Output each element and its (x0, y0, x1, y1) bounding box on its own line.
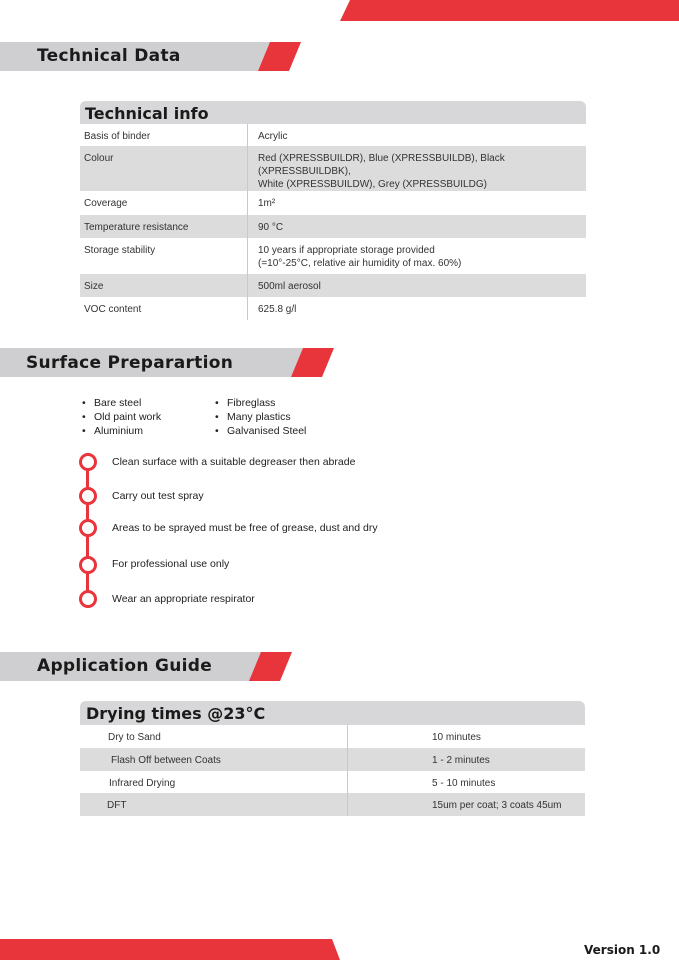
row-value-line-1: Red (XPRESSBUILDR), Blue (XPRESSBUILDB), Black (XPRESSBUILDBK), (258, 153, 505, 177)
row-value (248, 146, 587, 191)
list-item-text: Bare steel (94, 397, 142, 409)
step-text: Carry out test spray (112, 490, 204, 502)
list-item: • Fibreglass (215, 397, 276, 409)
row-label: Coverage (84, 198, 128, 209)
table-row (80, 771, 585, 793)
table-row (80, 238, 586, 274)
drying-times-title: Drying times @23°C (86, 704, 266, 723)
row-label: Storage stability (84, 245, 156, 256)
row-label: Colour (80, 146, 248, 191)
table-row (80, 146, 586, 191)
section-title-surface-preparation: Surface Preparartion (26, 353, 234, 373)
list-item-text: Fibreglass (227, 397, 276, 409)
table-row (80, 297, 586, 320)
top-accent-bar (340, 0, 679, 21)
step-text: Areas to be sprayed must be free of grease, dust and dry (112, 522, 378, 534)
list-item: • Bare steel (82, 397, 142, 409)
list-item-text: Aluminium (94, 425, 144, 437)
row-label: Infrared Drying (109, 778, 176, 789)
table-row (80, 124, 586, 146)
row-value: 500ml aerosol (248, 274, 587, 297)
timeline-circle-icon (79, 590, 97, 608)
row-value: 1m² (248, 191, 587, 215)
timeline-circle-icon (79, 453, 97, 471)
row-value: 5 - 10 minutes (348, 771, 586, 793)
list-item-text: Galvanised Steel (227, 425, 307, 437)
row-value-line-1: 10 years if appropriate storage provided (258, 245, 435, 256)
row-value: 10 minutes (348, 725, 586, 748)
row-label: Temperature resistance (80, 215, 248, 238)
section-title-application-guide: Application Guide (37, 656, 213, 676)
row-label: Flash Off between Coats (80, 748, 348, 771)
row-value: Acrylic (248, 124, 587, 146)
section-title-technical-data: Technical Data (37, 46, 181, 66)
row-value: 15um per coat; 3 coats 45um (348, 793, 586, 816)
row-value: 625.8 g/l (248, 297, 587, 320)
row-label: Size (80, 274, 248, 297)
surface-list-left (82, 396, 161, 438)
list-item: • Aluminium (82, 425, 144, 437)
row-value: 90 °C (248, 215, 587, 238)
technical-info-table (80, 124, 586, 320)
step-text: Clean surface with a suitable degreaser then abrade (112, 456, 356, 468)
row-value-line-2: (=10°-25°C, relative air humidity of max. 60%) (258, 258, 462, 269)
step-text: Wear an appropriate respirator (112, 593, 255, 605)
drying-times-table (80, 725, 585, 816)
timeline-circle-icon (79, 487, 97, 505)
table-row (80, 274, 586, 297)
table-row (80, 215, 586, 238)
list-item: • Galvanised Steel (215, 425, 307, 437)
list-item-text: Many plastics (227, 411, 291, 423)
timeline-circle-icon (79, 519, 97, 537)
table-row (80, 191, 586, 215)
list-item-text: Old paint work (94, 411, 162, 423)
version-label: Version 1.0 (584, 943, 661, 957)
row-value-line-2: White (XPRESSBUILDW), Grey (XPRESSBUILDG) (258, 179, 487, 190)
step-text: For professional use only (112, 558, 230, 570)
table-row (80, 725, 585, 748)
bottom-accent-bar (0, 939, 340, 960)
row-label: DFT (80, 793, 348, 816)
row-label: VOC content (84, 304, 142, 315)
row-value (248, 238, 587, 274)
surface-list-right (215, 396, 306, 438)
row-value: 1 - 2 minutes (348, 748, 586, 771)
list-item: • Old paint work (82, 411, 162, 423)
timeline-circle-icon (79, 556, 97, 574)
row-label: Basis of binder (84, 131, 151, 142)
technical-info-title: Technical info (85, 104, 209, 123)
row-label: Dry to Sand (108, 732, 161, 743)
list-item: • Many plastics (215, 411, 291, 423)
table-row (80, 793, 585, 816)
table-row (80, 748, 585, 771)
